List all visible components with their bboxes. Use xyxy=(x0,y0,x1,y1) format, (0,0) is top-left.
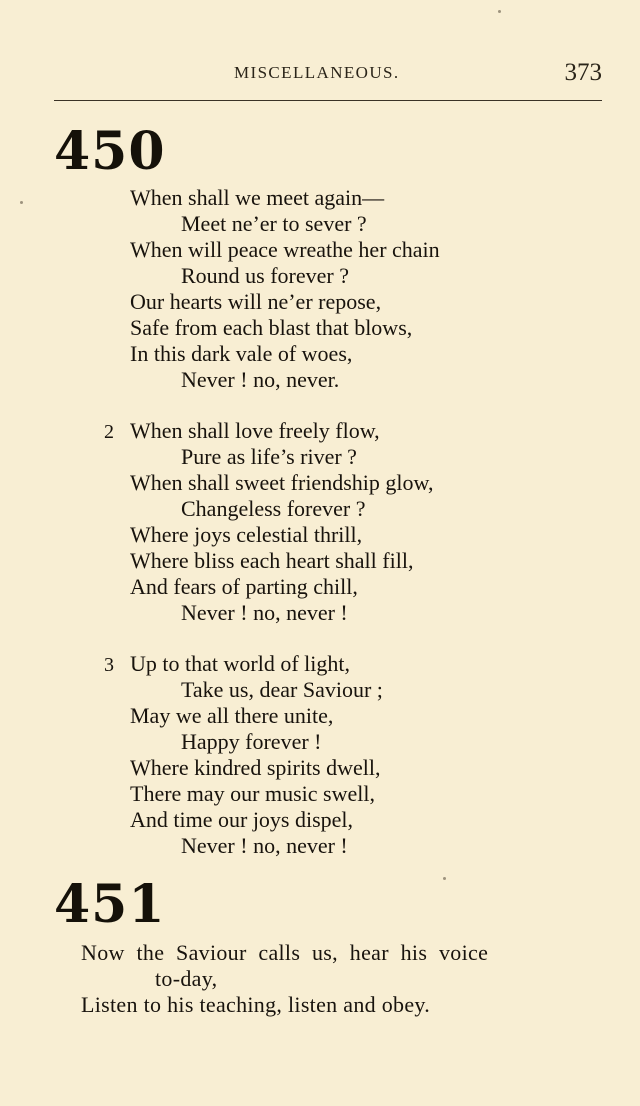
hymn-451-line: Listen to his teaching, listen and obey. xyxy=(81,992,431,1017)
hymn-450-line: Never ! no, never. xyxy=(181,367,340,392)
paper-speck xyxy=(20,201,23,204)
hymn-450-line: Safe from each blast that blows, xyxy=(130,315,413,340)
hymn-451-line: Now the Saviour calls us, hear his voice xyxy=(81,940,489,965)
hymn-450-line: And time our joys dispel, xyxy=(130,807,354,832)
hymn-450-line: Happy forever ! xyxy=(181,729,322,754)
hymn-450-line: In this dark vale of woes, xyxy=(130,341,353,366)
hymn-450-line: When shall love freely flow, xyxy=(130,418,380,443)
hymn-450-line: Never ! no, never ! xyxy=(181,833,348,858)
paper-speck xyxy=(498,10,501,13)
hymn-450-line: Take us, dear Saviour ; xyxy=(181,677,383,702)
hymn-450-line: Changeless forever ? xyxy=(181,496,366,521)
hymn-450-line: Where bliss each heart shall fill, xyxy=(130,548,414,573)
hymn-450-line: Never ! no, never ! xyxy=(181,600,348,625)
hymn-450-line: Where joys celestial thrill, xyxy=(130,522,363,547)
hymn-450-line: When shall we meet again— xyxy=(130,185,385,210)
hymn-450-line: When shall sweet friendship glow, xyxy=(130,470,434,495)
page-number: 373 xyxy=(564,59,602,86)
header-rule xyxy=(54,100,602,101)
hymn-450-line: Where kindred spirits dwell, xyxy=(130,755,381,780)
hymn-450-line: Pure as life’s river ? xyxy=(181,444,357,469)
hymn-450-line: May we all there unite, xyxy=(130,703,334,728)
hymn-450-line: And fears of parting chill, xyxy=(130,574,358,599)
running-head: MISCELLANEOUS. xyxy=(234,63,400,82)
paper-speck xyxy=(443,877,446,880)
hymn-number-450: 450 xyxy=(54,121,166,182)
stanza-number: 3 xyxy=(104,654,114,676)
hymn-450-line: Meet ne’er to sever ? xyxy=(181,211,367,236)
hymn-450-line: There may our music swell, xyxy=(130,781,375,806)
page-header xyxy=(54,56,602,104)
hymn-450-line: When will peace wreathe her chain xyxy=(130,237,440,262)
hymn-451-line: to-day, xyxy=(155,966,218,991)
hymn-450-line: Round us forever ? xyxy=(181,263,350,288)
stanza-number: 2 xyxy=(104,421,114,443)
hymn-450-line: Up to that world of light, xyxy=(130,651,350,676)
hymn-number-451: 451 xyxy=(54,874,166,935)
hymn-450-line: Our hearts will ne’er repose, xyxy=(130,289,382,314)
